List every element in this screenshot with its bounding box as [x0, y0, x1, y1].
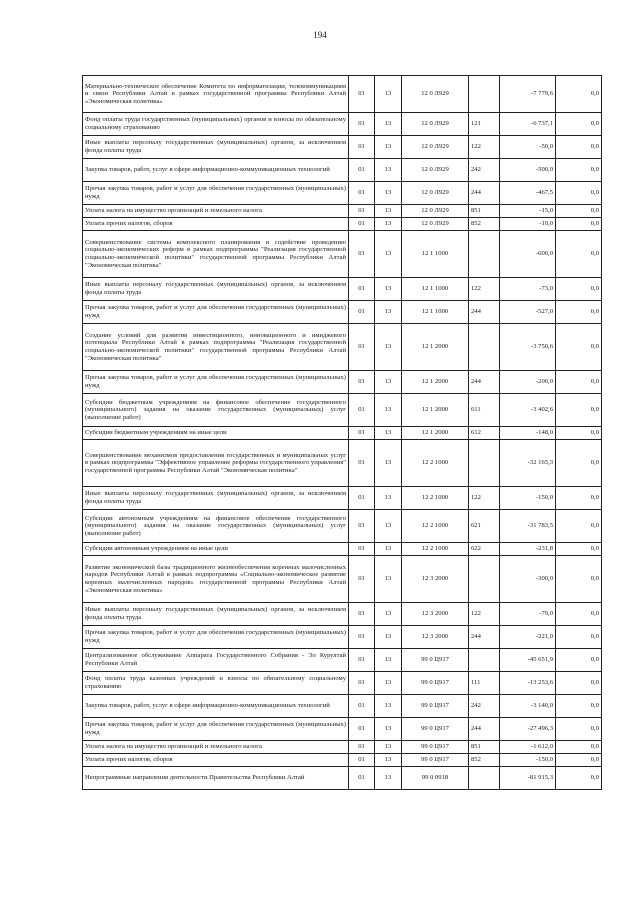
row-change: 0,0	[556, 301, 602, 324]
row-change: 0,0	[556, 754, 602, 767]
row-description: Иные выплаты персоналу государственных (муниципальных) органов, за исключением фонда оплаты труда	[83, 603, 349, 626]
row-description: Совершенствование системы комплексного планирования и содействие проведению социально-экономических реформ в рамках подпрограммы "Реализация государственной социально-экономической политики" государственной программы Республики Алтай "Экономическая политика"	[83, 231, 349, 278]
row-section: 01	[349, 371, 375, 394]
row-change: 0,0	[556, 136, 602, 159]
row-amount: -3 750,6	[500, 324, 556, 371]
row-section: 01	[349, 718, 375, 741]
row-section: 01	[349, 218, 375, 231]
row-subsection: 13	[375, 626, 402, 649]
row-change: 0,0	[556, 695, 602, 718]
row-amount: -79,0	[500, 603, 556, 626]
row-subsection: 13	[375, 556, 402, 603]
row-subsection: 13	[375, 487, 402, 510]
row-change: 0,0	[556, 427, 602, 440]
row-description: Уплата налога на имущество организаций и земельного налога	[83, 205, 349, 218]
row-target-article: 12 2 1000	[402, 510, 469, 543]
row-amount: -500,0	[500, 159, 556, 182]
table-row	[83, 741, 602, 754]
table-row	[83, 278, 602, 301]
row-amount: -45 651,9	[500, 649, 556, 672]
row-amount: -467,5	[500, 182, 556, 205]
row-amount: -200,0	[500, 371, 556, 394]
row-target-article: 12 1 2000	[402, 324, 469, 371]
row-change: 0,0	[556, 394, 602, 427]
row-change: 0,0	[556, 205, 602, 218]
table-row	[83, 672, 602, 695]
row-expense-type: 622	[469, 543, 500, 556]
row-subsection: 13	[375, 182, 402, 205]
row-amount: -6 737,1	[500, 113, 556, 136]
row-subsection: 13	[375, 371, 402, 394]
row-expense-type	[469, 76, 500, 113]
row-amount: -221,0	[500, 626, 556, 649]
row-amount: -527,0	[500, 301, 556, 324]
row-target-article: 99 0 0918	[402, 767, 469, 790]
row-description: Прочая закупка товаров, работ и услуг для обеспечения государственных (муниципальных) нужд	[83, 718, 349, 741]
row-expense-type: 122	[469, 136, 500, 159]
row-description: Прочая закупка товаров, работ и услуг для обеспечения государственных (муниципальных) нужд	[83, 371, 349, 394]
row-target-article: 12 0 Л929	[402, 113, 469, 136]
row-change: 0,0	[556, 603, 602, 626]
row-section: 01	[349, 205, 375, 218]
row-target-article: 12 3 2000	[402, 603, 469, 626]
row-subsection: 13	[375, 205, 402, 218]
row-amount: -50,0	[500, 136, 556, 159]
row-section: 01	[349, 510, 375, 543]
row-amount: -148,0	[500, 427, 556, 440]
row-target-article: 12 0 Л929	[402, 205, 469, 218]
row-description: Уплата прочих налогов, сборов	[83, 754, 349, 767]
row-target-article: 12 1 2000	[402, 394, 469, 427]
row-amount: -13 253,6	[500, 672, 556, 695]
table-row	[83, 543, 602, 556]
row-subsection: 13	[375, 136, 402, 159]
row-change: 0,0	[556, 76, 602, 113]
row-change: 0,0	[556, 672, 602, 695]
row-section: 01	[349, 324, 375, 371]
page-number: 194	[313, 30, 327, 40]
row-expense-type	[469, 649, 500, 672]
row-section: 01	[349, 440, 375, 487]
row-expense-type: 612	[469, 427, 500, 440]
row-section: 01	[349, 487, 375, 510]
row-description: Совершенствование механизмов предоставления государственных и муниципальных услуг в рамках подпрограммы "Эффективное управление реформы государственного управления" государственной программы Республики Алтай "Экономическая политика"	[83, 440, 349, 487]
row-target-article: 12 1 1000	[402, 278, 469, 301]
row-target-article: 12 0 Л929	[402, 182, 469, 205]
row-amount: -10,0	[500, 218, 556, 231]
row-subsection: 13	[375, 754, 402, 767]
row-subsection: 13	[375, 231, 402, 278]
row-expense-type: 242	[469, 159, 500, 182]
table-row	[83, 205, 602, 218]
row-section: 01	[349, 136, 375, 159]
row-change: 0,0	[556, 218, 602, 231]
row-target-article: 99 0 Ц917	[402, 672, 469, 695]
table-row	[83, 427, 602, 440]
row-section: 01	[349, 754, 375, 767]
row-expense-type	[469, 324, 500, 371]
row-target-article: 12 0 Л929	[402, 136, 469, 159]
table-row	[83, 695, 602, 718]
row-target-article: 12 1 1000	[402, 301, 469, 324]
row-amount: -15,0	[500, 205, 556, 218]
table-row	[83, 371, 602, 394]
row-subsection: 13	[375, 324, 402, 371]
table-row	[83, 603, 602, 626]
row-expense-type: 611	[469, 394, 500, 427]
row-expense-type: 852	[469, 754, 500, 767]
row-subsection: 13	[375, 767, 402, 790]
row-section: 01	[349, 741, 375, 754]
row-subsection: 13	[375, 718, 402, 741]
row-section: 01	[349, 767, 375, 790]
row-subsection: 13	[375, 394, 402, 427]
row-section: 01	[349, 543, 375, 556]
row-description: Субсидии бюджетным учреждениям на финансовое обеспечение государственного (муниципального) задания на оказание государственных (муниципальных) услуг (выполнение работ)	[83, 394, 349, 427]
row-description: Иные выплаты персоналу государственных (муниципальных) органов, за исключением фонда оплаты труда	[83, 278, 349, 301]
row-change: 0,0	[556, 231, 602, 278]
row-change: 0,0	[556, 182, 602, 205]
row-change: 0,0	[556, 741, 602, 754]
table-row	[83, 510, 602, 543]
row-description: Закупка товаров, работ, услуг в сфере информационно-коммуникационных технологий	[83, 159, 349, 182]
row-expense-type	[469, 440, 500, 487]
table-row	[83, 649, 602, 672]
row-section: 01	[349, 76, 375, 113]
row-change: 0,0	[556, 626, 602, 649]
row-description: Субсидии автономным учреждениям на иные цели	[83, 543, 349, 556]
row-subsection: 13	[375, 113, 402, 136]
row-target-article: 12 1 1000	[402, 231, 469, 278]
row-change: 0,0	[556, 767, 602, 790]
table-row	[83, 231, 602, 278]
row-target-article: 12 1 2000	[402, 371, 469, 394]
table-row	[83, 718, 602, 741]
row-target-article: 99 0 Ц917	[402, 649, 469, 672]
table-row	[83, 76, 602, 113]
row-description: Уплата налога на имущество организаций и земельного налога	[83, 741, 349, 754]
row-amount: -300,0	[500, 556, 556, 603]
row-target-article: 99 0 Ц917	[402, 718, 469, 741]
row-subsection: 13	[375, 510, 402, 543]
row-subsection: 13	[375, 695, 402, 718]
row-section: 01	[349, 231, 375, 278]
row-expense-type: 244	[469, 718, 500, 741]
row-amount: -32 165,3	[500, 440, 556, 487]
row-subsection: 13	[375, 603, 402, 626]
row-amount: -3 140,0	[500, 695, 556, 718]
row-target-article: 99 0 Ц917	[402, 754, 469, 767]
row-change: 0,0	[556, 113, 602, 136]
row-description: Иные выплаты персоналу государственных (муниципальных) органов, за исключением фонда оплаты труда	[83, 487, 349, 510]
row-description: Субсидии бюджетным учреждениям на иные цели	[83, 427, 349, 440]
row-description: Материально-техническое обеспечение Комитета по информатизации, телекоммуникациям и связи Республики Алтай в рамках государственной программы Республики Алтай «Экономическая политика»	[83, 76, 349, 113]
row-description: Фонд оплаты труда казенных учреждений и взносы по обязательному социальному страхованию	[83, 672, 349, 695]
row-subsection: 13	[375, 543, 402, 556]
row-section: 01	[349, 159, 375, 182]
row-subsection: 13	[375, 301, 402, 324]
row-amount: -81 915,3	[500, 767, 556, 790]
table-row	[83, 218, 602, 231]
row-section: 01	[349, 182, 375, 205]
row-target-article: 99 0 Ц917	[402, 695, 469, 718]
row-change: 0,0	[556, 543, 602, 556]
row-change: 0,0	[556, 278, 602, 301]
row-expense-type: 244	[469, 182, 500, 205]
table-row	[83, 556, 602, 603]
row-subsection: 13	[375, 278, 402, 301]
row-section: 01	[349, 278, 375, 301]
row-expense-type	[469, 767, 500, 790]
row-target-article: 12 2 1000	[402, 440, 469, 487]
row-section: 01	[349, 394, 375, 427]
budget-table	[82, 75, 602, 790]
row-change: 0,0	[556, 440, 602, 487]
row-amount: -150,0	[500, 754, 556, 767]
row-expense-type: 244	[469, 626, 500, 649]
table-row	[83, 324, 602, 371]
table-row	[83, 136, 602, 159]
row-subsection: 13	[375, 741, 402, 754]
row-description: Уплата прочих налогов, сборов	[83, 218, 349, 231]
row-expense-type: 244	[469, 301, 500, 324]
row-expense-type: 244	[469, 371, 500, 394]
row-target-article: 12 0 Л929	[402, 218, 469, 231]
table-row	[83, 440, 602, 487]
table-row	[83, 159, 602, 182]
row-description: Прочая закупка товаров, работ и услуг для обеспечения государственных (муниципальных) нужд	[83, 301, 349, 324]
row-expense-type: 122	[469, 603, 500, 626]
row-amount: -3 402,6	[500, 394, 556, 427]
table-row	[83, 754, 602, 767]
row-expense-type: 242	[469, 695, 500, 718]
row-target-article: 12 2 1000	[402, 543, 469, 556]
row-expense-type	[469, 556, 500, 603]
table-row	[83, 394, 602, 427]
row-description: Создание условий для развития инвестиционного, инновационного и имиджевого потенциала Республики Алтай в рамках подпрограммы "Реализация государственной социально-экономической политики" государственной программы Республики Алтай "Экономическая политика"	[83, 324, 349, 371]
row-section: 01	[349, 556, 375, 603]
row-section: 01	[349, 301, 375, 324]
row-subsection: 13	[375, 218, 402, 231]
row-subsection: 13	[375, 76, 402, 113]
row-section: 01	[349, 649, 375, 672]
row-subsection: 13	[375, 159, 402, 182]
row-subsection: 13	[375, 440, 402, 487]
row-description: Закупка товаров, работ, услуг в сфере информационно-коммуникационных технологий	[83, 695, 349, 718]
row-expense-type: 122	[469, 487, 500, 510]
row-amount: -150,0	[500, 487, 556, 510]
table-row	[83, 767, 602, 790]
row-subsection: 13	[375, 649, 402, 672]
table-row	[83, 113, 602, 136]
row-change: 0,0	[556, 159, 602, 182]
table-row	[83, 626, 602, 649]
row-change: 0,0	[556, 487, 602, 510]
row-section: 01	[349, 695, 375, 718]
row-expense-type: 852	[469, 218, 500, 231]
row-section: 01	[349, 603, 375, 626]
row-expense-type	[469, 231, 500, 278]
row-change: 0,0	[556, 649, 602, 672]
row-description: Прочая закупка товаров, работ и услуг для обеспечения государственных (муниципальных) нужд	[83, 626, 349, 649]
row-amount: -600,0	[500, 231, 556, 278]
row-amount: -231,8	[500, 543, 556, 556]
row-amount: -73,0	[500, 278, 556, 301]
row-amount: -27 496,3	[500, 718, 556, 741]
row-section: 01	[349, 113, 375, 136]
row-description: Развитие экономической базы традиционного жизнеобеспечения коренных малочисленных народов Республики Алтай в рамках подпрограммы «Социально-экономическое развитие коренных малочисленных народов» государственной программы Республики Алтай «Экономическая политика»	[83, 556, 349, 603]
table-row	[83, 487, 602, 510]
row-expense-type: 111	[469, 672, 500, 695]
row-description: Непрограммные направления деятельности Правительства Республики Алтай	[83, 767, 349, 790]
table-row	[83, 182, 602, 205]
row-subsection: 13	[375, 427, 402, 440]
row-description: Субсидии автономным учреждениям на финансовое обеспечение государственного (муниципального) задания на оказание государственных (муниципальных) услуг (выполнение работ)	[83, 510, 349, 543]
row-change: 0,0	[556, 510, 602, 543]
row-expense-type: 121	[469, 113, 500, 136]
row-expense-type: 621	[469, 510, 500, 543]
row-section: 01	[349, 427, 375, 440]
row-description: Прочая закупка товаров, работ и услуг для обеспечения государственных (муниципальных) нужд	[83, 182, 349, 205]
row-change: 0,0	[556, 556, 602, 603]
row-description: Иные выплаты персоналу государственных (муниципальных) органов, за исключением фонда оплаты труда	[83, 136, 349, 159]
row-subsection: 13	[375, 672, 402, 695]
row-section: 01	[349, 626, 375, 649]
row-target-article: 12 3 2000	[402, 626, 469, 649]
row-description: Фонд оплаты труда государственных (муниципальных) органов и взносы по обязательному социальному страхованию	[83, 113, 349, 136]
row-section: 01	[349, 672, 375, 695]
row-target-article: 12 0 Л929	[402, 159, 469, 182]
row-change: 0,0	[556, 371, 602, 394]
row-change: 0,0	[556, 718, 602, 741]
row-target-article: 12 2 1000	[402, 487, 469, 510]
row-target-article: 99 0 Ц917	[402, 741, 469, 754]
row-target-article: 12 1 2000	[402, 427, 469, 440]
row-target-article: 12 0 Л929	[402, 76, 469, 113]
row-expense-type: 851	[469, 741, 500, 754]
row-target-article: 12 3 2000	[402, 556, 469, 603]
row-amount: -7 779,6	[500, 76, 556, 113]
row-expense-type: 122	[469, 278, 500, 301]
row-amount: -31 783,5	[500, 510, 556, 543]
row-expense-type: 851	[469, 205, 500, 218]
row-description: Централизованное обслуживание Аппарата Государственного Собрания - Эл Курултай Республики Алтай	[83, 649, 349, 672]
row-amount: -1 612,0	[500, 741, 556, 754]
row-change: 0,0	[556, 324, 602, 371]
table-row	[83, 301, 602, 324]
